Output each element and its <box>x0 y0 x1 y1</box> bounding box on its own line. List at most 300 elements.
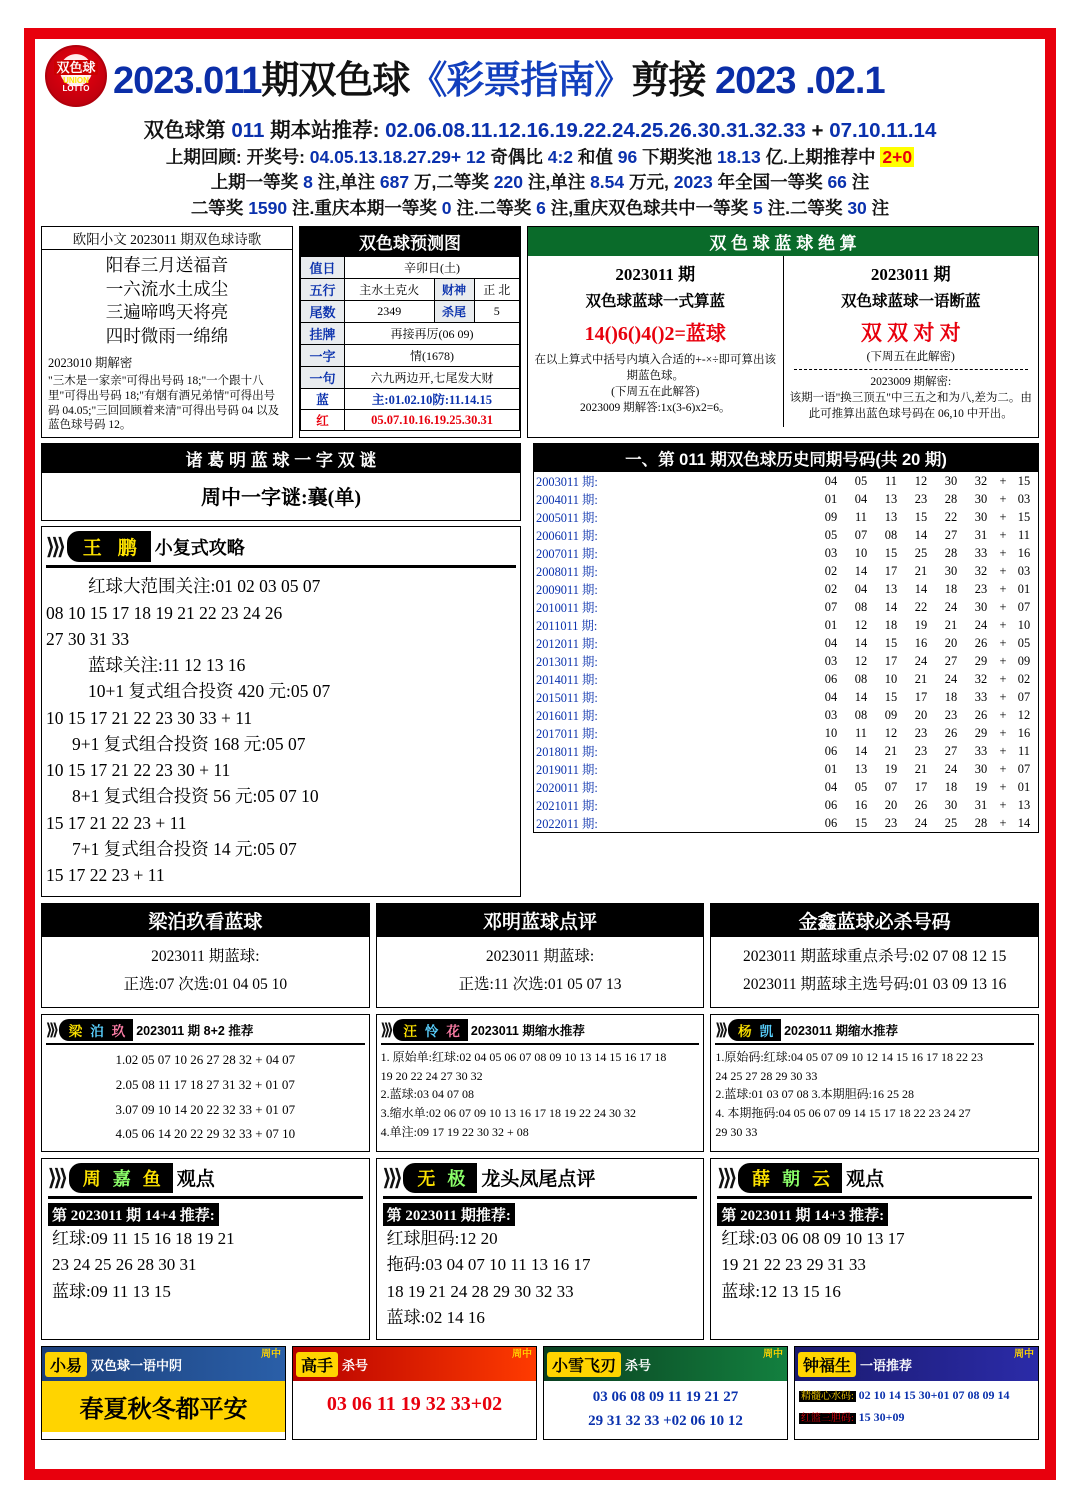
history-plus: + <box>999 563 1007 578</box>
history-red-number: 14 <box>854 743 868 758</box>
history-red-number: 17 <box>884 563 898 578</box>
history-plus: + <box>999 761 1007 776</box>
table-row <box>301 367 520 389</box>
predict-key: 值日 <box>301 257 345 279</box>
arrows-icon: ⟩⟩⟩ <box>380 1022 391 1040</box>
predict-blue-value: 主:01.02.10防:11.14.15 <box>345 389 520 410</box>
blue-absolute-columns <box>528 256 1038 426</box>
history-red-number: 30 <box>944 473 958 488</box>
history-red-number: 24 <box>944 599 958 614</box>
history-red-number: 29 <box>974 653 988 668</box>
history-red-number: 18 <box>944 689 958 704</box>
bottom-strips-row <box>41 1346 1039 1440</box>
panel-liangbojiu <box>41 1014 370 1152</box>
predict-value2: 正 北 <box>474 279 519 301</box>
history-issue: 2003011 期: <box>536 475 598 490</box>
history-red-number: 06 <box>824 743 838 758</box>
history-plus: + <box>999 581 1007 596</box>
panel-subtitle: 2023011 期缩水推荐 <box>470 1024 585 1039</box>
history-red-number: 24 <box>914 653 928 668</box>
table-row <box>534 526 1038 544</box>
predict-value2: 5 <box>474 301 519 323</box>
right-title: 双色球蓝球一语断蓝 <box>840 293 981 311</box>
history-blue-number: 16 <box>1017 725 1031 740</box>
poster-frame <box>24 28 1056 1480</box>
strip-xiaoxuefeidao <box>543 1346 788 1440</box>
history-red-number: 14 <box>854 563 868 578</box>
history-plus: + <box>999 689 1007 704</box>
panel-body <box>381 1048 700 1141</box>
history-issue: 2008011 期: <box>536 565 598 580</box>
wangpeng-red-b: 08 10 15 17 18 19 21 22 23 24 26 <box>46 602 283 623</box>
riddle-panel <box>41 443 521 521</box>
predict-key: 尾数 <box>301 301 345 323</box>
history-red-number: 30 <box>974 491 988 506</box>
history-plus: + <box>999 509 1007 524</box>
panel-subtitle: 2023011 期缩水推荐 <box>784 1024 899 1039</box>
viewpoint-wuji <box>376 1158 705 1340</box>
divider <box>383 1196 698 1199</box>
table-row <box>301 410 520 431</box>
right-big-phrase: 双 双 对 对 <box>860 321 961 346</box>
history-blue-number: 02 <box>1017 671 1031 686</box>
history-plus: + <box>999 815 1007 830</box>
strip-value-2: 15 30+09 <box>858 1409 905 1424</box>
expert-dengming <box>376 903 705 1008</box>
review-l2-n2: 687 <box>379 172 410 193</box>
table-row <box>301 279 520 301</box>
history-red-number: 01 <box>824 491 838 506</box>
viewpoint-namebox <box>738 1163 842 1193</box>
strip-key-1: 精髓心水码: <box>801 1391 854 1403</box>
strip-subtitle: 双色球一语中阴 <box>91 1357 183 1373</box>
secondary-value: 01 05 07 13 <box>547 976 622 994</box>
history-plus: + <box>999 725 1007 740</box>
history-blue-number: 12 <box>1017 707 1031 722</box>
table-row <box>534 598 1038 616</box>
riddle-body: 周中一字谜:襄(单) <box>201 487 361 510</box>
history-red-number: 15 <box>884 689 898 704</box>
strip-line: 03 06 08 09 11 19 21 27 <box>592 1389 739 1406</box>
review-l2-n1: 8 <box>303 172 313 193</box>
viewpoint-line: 红球:09 11 15 16 18 19 21 <box>52 1228 235 1248</box>
review-l3-n1: 1590 <box>248 197 288 218</box>
history-issue: 2016011 期: <box>536 709 598 724</box>
history-red-number: 04 <box>824 635 838 650</box>
history-blue-number: 07 <box>1017 689 1031 704</box>
review-l1-e: 亿.上期推荐中 <box>765 147 876 167</box>
history-red-number: 12 <box>854 617 868 632</box>
panel-line: 3.07 09 10 14 20 22 32 33 + 01 07 <box>115 1101 296 1117</box>
panel-line: 19 20 22 24 27 30 32 <box>380 1068 483 1083</box>
history-red-number: 12 <box>914 473 928 488</box>
viewpoint-label: 第 2023011 期 14+4 推荐: <box>48 1203 219 1226</box>
review-l3-f: 注 <box>871 197 890 218</box>
history-red-number: 16 <box>914 635 928 650</box>
blue-absolute-panel <box>527 226 1039 438</box>
panel-name2: 泊 <box>90 1024 104 1040</box>
review-l3-b: 注.重庆本期一等奖 <box>292 197 437 218</box>
history-red-number: 31 <box>974 797 988 812</box>
history-red-number: 24 <box>974 617 988 632</box>
history-issue: 2009011 期: <box>536 583 598 598</box>
history-issue: 2021011 期: <box>536 799 598 814</box>
plan1-a: 05 07 <box>290 681 331 702</box>
viewpoint-name1: 无 <box>417 1168 436 1189</box>
history-plus: + <box>999 545 1007 560</box>
plan1-label: 10+1 复式组合投资 420 元: <box>88 681 291 702</box>
history-red-number: 30 <box>974 761 988 776</box>
viewpoint-line: 蓝球:02 14 16 <box>386 1307 485 1327</box>
strip-value-1: 02 10 14 15 30+01 07 08 09 14 <box>858 1388 1010 1403</box>
viewpoint-line: 蓝球:12 13 15 16 <box>721 1281 841 1301</box>
wangpeng-plan-4b: 15 17 22 23 + 11 <box>46 865 165 886</box>
history-red-number: 23 <box>914 725 928 740</box>
history-issue: 2006011 期: <box>536 529 598 544</box>
viewpoint-xuechaoyun <box>710 1158 1039 1340</box>
history-red-number: 21 <box>884 743 898 758</box>
viewpoint-label: 第 2023011 期 14+3 推荐: <box>717 1203 888 1226</box>
history-red-number: 30 <box>944 563 958 578</box>
strip-line <box>799 1385 1034 1407</box>
table-row <box>534 778 1038 796</box>
review-l3-n2: 0 <box>441 197 452 218</box>
history-issue: 2013011 期: <box>536 655 598 670</box>
viewpoint-banner <box>383 1163 698 1193</box>
secondary-label: 次选: <box>178 976 214 994</box>
history-blue-number: 07 <box>1017 599 1031 614</box>
left-formula: 14()6()4()2=蓝球 <box>584 323 726 346</box>
history-red-number: 32 <box>974 473 988 488</box>
history-blue-number: 16 <box>1017 545 1031 560</box>
viewpoint-namebox <box>403 1163 477 1193</box>
divider <box>46 565 516 568</box>
review-l1-c: 和值 <box>577 147 613 167</box>
wangpeng-plan-3b: 15 17 21 22 23 + 11 <box>46 812 187 833</box>
review-l1-sum: 96 <box>617 147 638 167</box>
history-plus: + <box>999 671 1007 686</box>
history-red-number: 02 <box>824 581 838 596</box>
history-red-number: 03 <box>824 707 838 722</box>
history-red-number: 25 <box>944 815 958 830</box>
history-red-number: 13 <box>854 761 868 776</box>
expert-line-1: 2023011 期蓝球: <box>485 948 595 966</box>
strip-gaoshou <box>292 1346 537 1440</box>
primary-value: 07 <box>158 976 175 994</box>
wangpeng-name2: 鹏 <box>117 538 137 560</box>
history-red-number: 32 <box>974 563 988 578</box>
review-l2-a: 上期一等奖 <box>210 172 299 193</box>
viewpoint-label-wrap <box>717 1203 1032 1226</box>
viewpoint-name3: 云 <box>812 1168 831 1189</box>
poem-line: 一六流水土成尘 <box>105 278 229 299</box>
history-blue-number: 03 <box>1017 491 1031 506</box>
history-red-number: 21 <box>914 761 928 776</box>
history-red-number: 19 <box>884 761 898 776</box>
strip-corner: 周中 <box>1014 1349 1034 1361</box>
wangpeng-plan-1 <box>46 678 516 704</box>
wangpeng-after: 小复式攻略 <box>154 537 245 558</box>
history-red-number: 11 <box>855 725 867 740</box>
viewpoint-namebox <box>69 1163 173 1193</box>
history-red-number: 09 <box>884 707 898 722</box>
table-row <box>534 544 1038 562</box>
panel-subtitle: 2023011 期 8+2 推荐 <box>136 1024 254 1039</box>
viewpoint-name2: 嘉 <box>112 1168 131 1189</box>
review-hit-badge: 2+0 <box>882 147 913 167</box>
history-blue-number: 15 <box>1017 509 1031 524</box>
arrows-icon: ⟩⟩⟩ <box>717 1164 735 1190</box>
history-red-number: 18 <box>884 617 898 632</box>
history-red-number: 27 <box>944 743 958 758</box>
logo-union-text: UNION <box>63 75 89 85</box>
history-red-number: 24 <box>944 761 958 776</box>
history-plus: + <box>999 491 1007 506</box>
history-table <box>534 472 1038 832</box>
viewpoint-label-wrap <box>48 1203 363 1226</box>
review-l2-d: 注,单注 <box>527 172 586 193</box>
blue-label: 蓝球关注: <box>88 655 163 676</box>
review-l1-a: 上期回顾: 开奖号: <box>165 147 305 167</box>
table-row <box>534 670 1038 688</box>
history-blue-number: 05 <box>1017 635 1031 650</box>
poster-header <box>41 43 1039 107</box>
wangpeng-plan-3 <box>46 783 516 809</box>
panel-name3: 花 <box>446 1024 460 1040</box>
review-l3-c: 注.二等奖 <box>456 197 532 218</box>
panel-name3: 玖 <box>111 1024 126 1040</box>
predict-table <box>300 256 520 431</box>
history-red-number: 27 <box>944 653 958 668</box>
history-red-number: 13 <box>884 581 898 596</box>
table-row <box>534 580 1038 598</box>
history-red-number: 29 <box>974 725 988 740</box>
history-issue: 2017011 期: <box>536 727 598 742</box>
history-red-number: 05 <box>854 473 868 488</box>
divider <box>717 1196 1032 1199</box>
panel-name2: 怜 <box>424 1024 439 1040</box>
strip-name: 小雪飞刃 <box>547 1352 621 1377</box>
history-red-number: 08 <box>854 707 868 722</box>
history-red-number: 27 <box>944 527 958 542</box>
history-red-number: 19 <box>914 617 928 632</box>
review-line-2 <box>41 170 1039 195</box>
history-red-number: 28 <box>944 491 958 506</box>
history-red-number: 05 <box>824 527 838 542</box>
viewpoint-after: 龙头凤尾点评 <box>481 1169 596 1191</box>
panel-line: 2.蓝球:01 03 07 08 3.本期胆码:16 25 28 <box>715 1087 915 1102</box>
history-red-number: 30 <box>974 599 988 614</box>
table-row <box>534 760 1038 778</box>
expert-body <box>377 937 704 1007</box>
history-blue-number: 01 <box>1017 581 1031 596</box>
history-issue: 2022011 期: <box>536 817 598 832</box>
expert-jinxin <box>710 903 1039 1008</box>
history-red-number: 12 <box>884 725 898 740</box>
history-red-number: 15 <box>884 545 898 560</box>
history-blue-number: 09 <box>1017 653 1031 668</box>
expert-title: 邓明蓝球点评 <box>377 904 704 937</box>
panel-line: 2.蓝球:03 04 07 08 <box>380 1087 475 1102</box>
panel-line: 1.原始码:红球:04 05 07 09 10 12 14 15 16 17 18 22 23 <box>715 1050 984 1065</box>
predict-key2: 财神 <box>434 279 474 301</box>
table-row <box>534 688 1038 706</box>
viewpoint-label-wrap <box>383 1203 698 1226</box>
divider <box>794 369 1029 370</box>
red-range-a: 01 02 03 05 07 <box>215 576 321 597</box>
title-mid: 期双色球 <box>261 59 410 102</box>
arrows-icon: ⟩⟩⟩ <box>715 1022 726 1040</box>
recommend-issue: 011 <box>231 119 265 142</box>
plan3-a: 05 07 10 <box>257 786 319 807</box>
review-line-3 <box>41 196 1039 221</box>
viewpoint-name2: 极 <box>447 1168 466 1189</box>
wangpeng-plan-2b: 10 15 17 21 22 23 30 + 11 <box>46 760 231 781</box>
recommend-label-b: 期本站推荐: <box>270 119 380 142</box>
review-line-1 <box>41 145 1039 170</box>
history-red-number: 14 <box>914 581 928 596</box>
viewpoint-line: 红球胆码:12 20 <box>386 1228 498 1248</box>
divider <box>48 1196 363 1199</box>
panel-banner <box>715 1019 1034 1041</box>
history-issue: 2004011 期: <box>536 493 598 508</box>
history-red-number: 15 <box>884 635 898 650</box>
history-red-number: 07 <box>824 599 838 614</box>
strip-name: 钟福生 <box>798 1352 856 1377</box>
history-red-number: 14 <box>854 689 868 704</box>
table-row <box>534 490 1038 508</box>
history-red-number: 14 <box>854 635 868 650</box>
history-red-number: 04 <box>824 689 838 704</box>
review-l2-b: 注,单注 <box>317 172 376 193</box>
logo-cn-text: 双色球 <box>56 59 96 75</box>
strip-key-2: 红篮三胆码: <box>801 1412 854 1424</box>
panel-namebox <box>59 1019 134 1041</box>
predict-key: 挂牌 <box>301 323 345 345</box>
history-red-number: 10 <box>824 725 838 740</box>
union-lotto-logo <box>45 45 107 107</box>
viewpoint-label: 第 2023011 期推荐: <box>383 1203 515 1226</box>
table-row <box>534 508 1038 526</box>
table-row <box>534 472 1038 490</box>
viewpoint-line: 红球:03 06 08 09 10 13 17 <box>721 1228 905 1248</box>
shrink-panels-row <box>41 1014 1039 1152</box>
table-row <box>534 706 1038 724</box>
review-l1-ratio: 4:2 <box>547 147 574 167</box>
wangpeng-namebox <box>67 531 151 562</box>
left-note: 在以上算式中括号内填入合适的+-×÷即可算出该期蓝色球。 <box>534 354 777 383</box>
right-issue: 2023011 期 <box>870 265 951 285</box>
strip-line: 29 31 32 33 +02 06 10 12 <box>588 1413 743 1430</box>
history-red-number: 26 <box>974 707 988 722</box>
predict-value: 主水土克火 <box>345 279 435 301</box>
history-issue: 2011011 期: <box>536 619 598 634</box>
history-issue: 2007011 期: <box>536 547 598 562</box>
history-red-number: 26 <box>914 797 928 812</box>
history-red-number: 20 <box>884 797 898 812</box>
strip-body <box>544 1381 787 1439</box>
panel-line: 4.05 06 14 20 22 29 32 33 + 07 10 <box>115 1126 296 1142</box>
history-red-number: 25 <box>914 545 928 560</box>
wangpeng-red-c: 27 30 31 33 <box>46 628 130 649</box>
panel-line: 29 30 33 <box>715 1124 758 1139</box>
viewpoint-name1: 周 <box>82 1168 101 1189</box>
viewpoint-name3: 鱼 <box>142 1168 161 1189</box>
expert-blue-row <box>41 903 1039 1008</box>
panel-banner <box>381 1019 700 1041</box>
plan2-label: 9+1 复式组合投资 168 元: <box>72 733 267 754</box>
left-title: 双色球蓝球一式算蓝 <box>585 293 725 311</box>
viewpoint-line: 蓝球:09 11 13 15 <box>52 1281 171 1301</box>
viewpoint-line: 18 19 21 24 28 29 30 32 33 <box>386 1281 574 1301</box>
history-red-number: 01 <box>824 761 838 776</box>
strip-name: 小易 <box>45 1352 87 1377</box>
history-red-number: 18 <box>944 581 958 596</box>
predict-value: 六九两边开,七尾发大财 <box>345 367 520 389</box>
arrows-icon: ⟩⟩⟩ <box>46 533 63 559</box>
history-red-number: 16 <box>854 797 868 812</box>
history-red-number: 18 <box>944 779 958 794</box>
viewpoint-banner <box>48 1163 363 1193</box>
strip-corner: 周中 <box>261 1349 281 1361</box>
history-blue-number: 03 <box>1017 563 1031 578</box>
predict-header: 双色球预测图 <box>300 227 520 256</box>
history-plus: + <box>999 527 1007 542</box>
review-l3-n5: 30 <box>847 197 867 218</box>
history-blue-number: 01 <box>1017 779 1031 794</box>
table-row <box>301 345 520 367</box>
page-title <box>113 49 885 104</box>
history-red-number: 22 <box>914 599 928 614</box>
arrows-icon: ⟩⟩⟩ <box>382 1164 400 1190</box>
strip-header <box>293 1347 536 1381</box>
history-red-number: 33 <box>974 743 988 758</box>
review-l2-g: 注 <box>851 172 870 193</box>
history-red-number: 30 <box>944 797 958 812</box>
history-red-number: 15 <box>854 815 868 830</box>
divider <box>715 1043 1034 1045</box>
viewpoint-body <box>48 1226 363 1305</box>
review-block <box>41 145 1039 221</box>
table-row <box>534 616 1038 634</box>
strip-subtitle: 杀号 <box>625 1357 652 1373</box>
table-row <box>301 323 520 345</box>
review-l3-d: 注,重庆双色球共中一等奖 <box>550 197 749 218</box>
poem-line: 三遍啼鸣天将亮 <box>105 302 229 323</box>
history-red-number: 17 <box>884 653 898 668</box>
panel-name2: 凯 <box>759 1024 774 1040</box>
history-blue-number: 07 <box>1017 761 1031 776</box>
history-blue-number: 10 <box>1017 617 1031 632</box>
review-l2-f: 年全国一等奖 <box>717 172 823 193</box>
history-red-number: 08 <box>884 527 898 542</box>
predict-panel <box>299 226 521 438</box>
plan2-a: 05 07 <box>266 733 306 754</box>
poem-line: 四时微雨一绵绵 <box>105 326 229 346</box>
poem-decode-title: 2023010 期解密 <box>48 355 133 370</box>
review-l1-b: 奇偶比 <box>490 147 543 167</box>
viewpoint-line: 19 21 22 23 29 31 33 <box>721 1255 866 1275</box>
primary-label: 正选: <box>123 976 159 994</box>
history-issue: 2019011 期: <box>536 763 598 778</box>
panel-body <box>46 1048 365 1147</box>
history-red-number: 23 <box>944 707 958 722</box>
viewpoint-zhoujiayu <box>41 1158 370 1340</box>
panel-body <box>715 1048 1034 1141</box>
history-red-number: 24 <box>914 815 928 830</box>
divider <box>46 1043 365 1045</box>
history-red-number: 20 <box>914 707 928 722</box>
